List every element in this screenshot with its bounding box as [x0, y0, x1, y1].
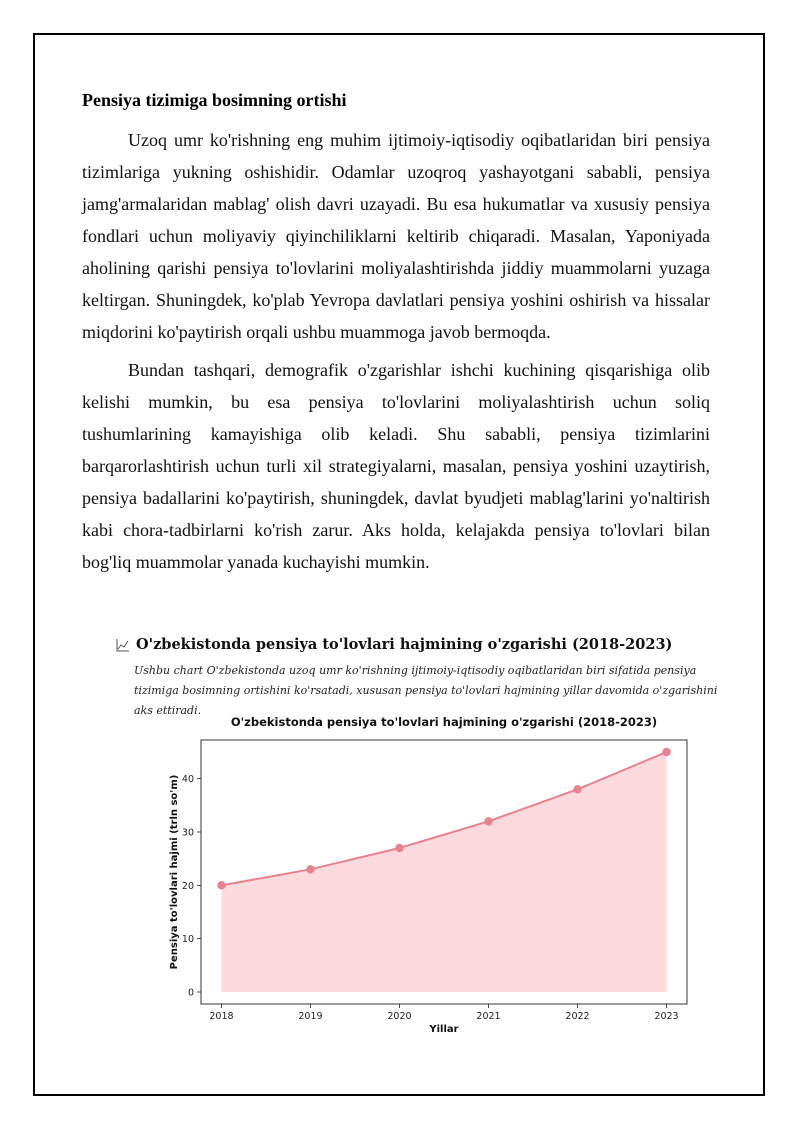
y-axis-label: Pensiya to'lovlari hajmi (trln so'm): [169, 774, 180, 970]
figure-heading: [116, 636, 756, 653]
data-point-2021: [484, 817, 492, 825]
y-tick-label-40: 40: [181, 774, 194, 786]
data-point-2023: [662, 748, 670, 756]
y-tick-label-20: 20: [181, 880, 194, 892]
data-point-2020: [395, 844, 403, 852]
paragraph-2: Bundan tashqari, demografik o'zgarishlar ishchi kuchining qisqarishiga olib kelishi mumkin, bu esa pensiya to'lovlarini moliyalashtirish uchun soliq tushumlarining kamayishiga olib keladi. Shu sababli, pensiya tizimlarini barqarorlashtirish uchun turli xil strategiyalarni, masalan, pensiya yoshini uzaytirish, pensiya badallarini ko'paytirish, shuningdek, davlat byudjeti mablag'larini yo'naltirish kabi chora-tadbirlarni ko'rish zarur. Aks holda, kelajakda pensiya to'lovlari bilan bog'liq muammolar yanada kuchayishi mumkin.: [82, 360, 710, 572]
section-title: Pensiya tizimiga bosimning ortishi: [82, 90, 347, 110]
document-body: [82, 88, 710, 578]
x-axis-label: Yillar: [429, 1024, 459, 1035]
x-tick-label-2022: 2022: [565, 1011, 590, 1022]
y-tick-label-10: 10: [181, 934, 194, 946]
data-point-2018: [217, 881, 225, 889]
data-point-2022: [573, 785, 581, 793]
x-tick-label-2019: 2019: [298, 1011, 323, 1022]
pension-chart: [160, 710, 700, 1040]
line-chart-icon: [116, 638, 130, 652]
x-tick-label-2020: 2020: [387, 1011, 412, 1022]
data-point-2019: [306, 865, 314, 873]
y-tick-label-0: 0: [187, 987, 194, 999]
paragraph-1: Uzoq umr ko'rishning eng muhim ijtimoiy-iqtisodiy oqibatlaridan biri pensiya tizimlariga yukning oshishidir. Odamlar uzoqroq yashayotgani sababli, pensiya jamg'armalaridan mablag' olish davri uzayadi. Bu esa hukumatlar va xususiy pensiya fondlari uchun moliyaviy qiyinchiliklarni keltirib chiqaradi. Masalan, Yaponiyada aholining qarishi pensiya to'lovlarini moliyalashtirishda jiddiy muammolarni yuzaga keltirgan. Shuningdek, ko'plab Yevropa davlatlari pensiya yoshini oshirish va hissalar miqdorini ko'paytirish orqali ushbu muammoga javob bermoqda.: [82, 130, 710, 342]
area-fill: [221, 752, 666, 992]
x-tick-label-2021: 2021: [476, 1011, 501, 1022]
x-tick-label-2018: 2018: [209, 1011, 234, 1022]
figure-title: O'zbekistonda pensiya to'lovlari hajmining o'zgarishi (2018-2023): [136, 636, 673, 653]
figure-block: [116, 636, 756, 721]
figure-caption: Ushbu chart O'zbekistonda uzoq umr ko'rishning ijtimoiy-iqtisodiy oqibatlaridan biri sifatida pensiya tizimiga bosimning ortishini ko'rsatadi, xususan pensiya to'lovlari hajmining yillar davomida o'zgarishini aks ettiradi.: [134, 664, 718, 717]
chart-title: O'zbekistonda pensiya to'lovlari hajmining o'zgarishi (2018-2023): [230, 715, 658, 729]
y-tick-label-30: 30: [181, 827, 194, 839]
x-tick-label-2023: 2023: [654, 1011, 679, 1022]
